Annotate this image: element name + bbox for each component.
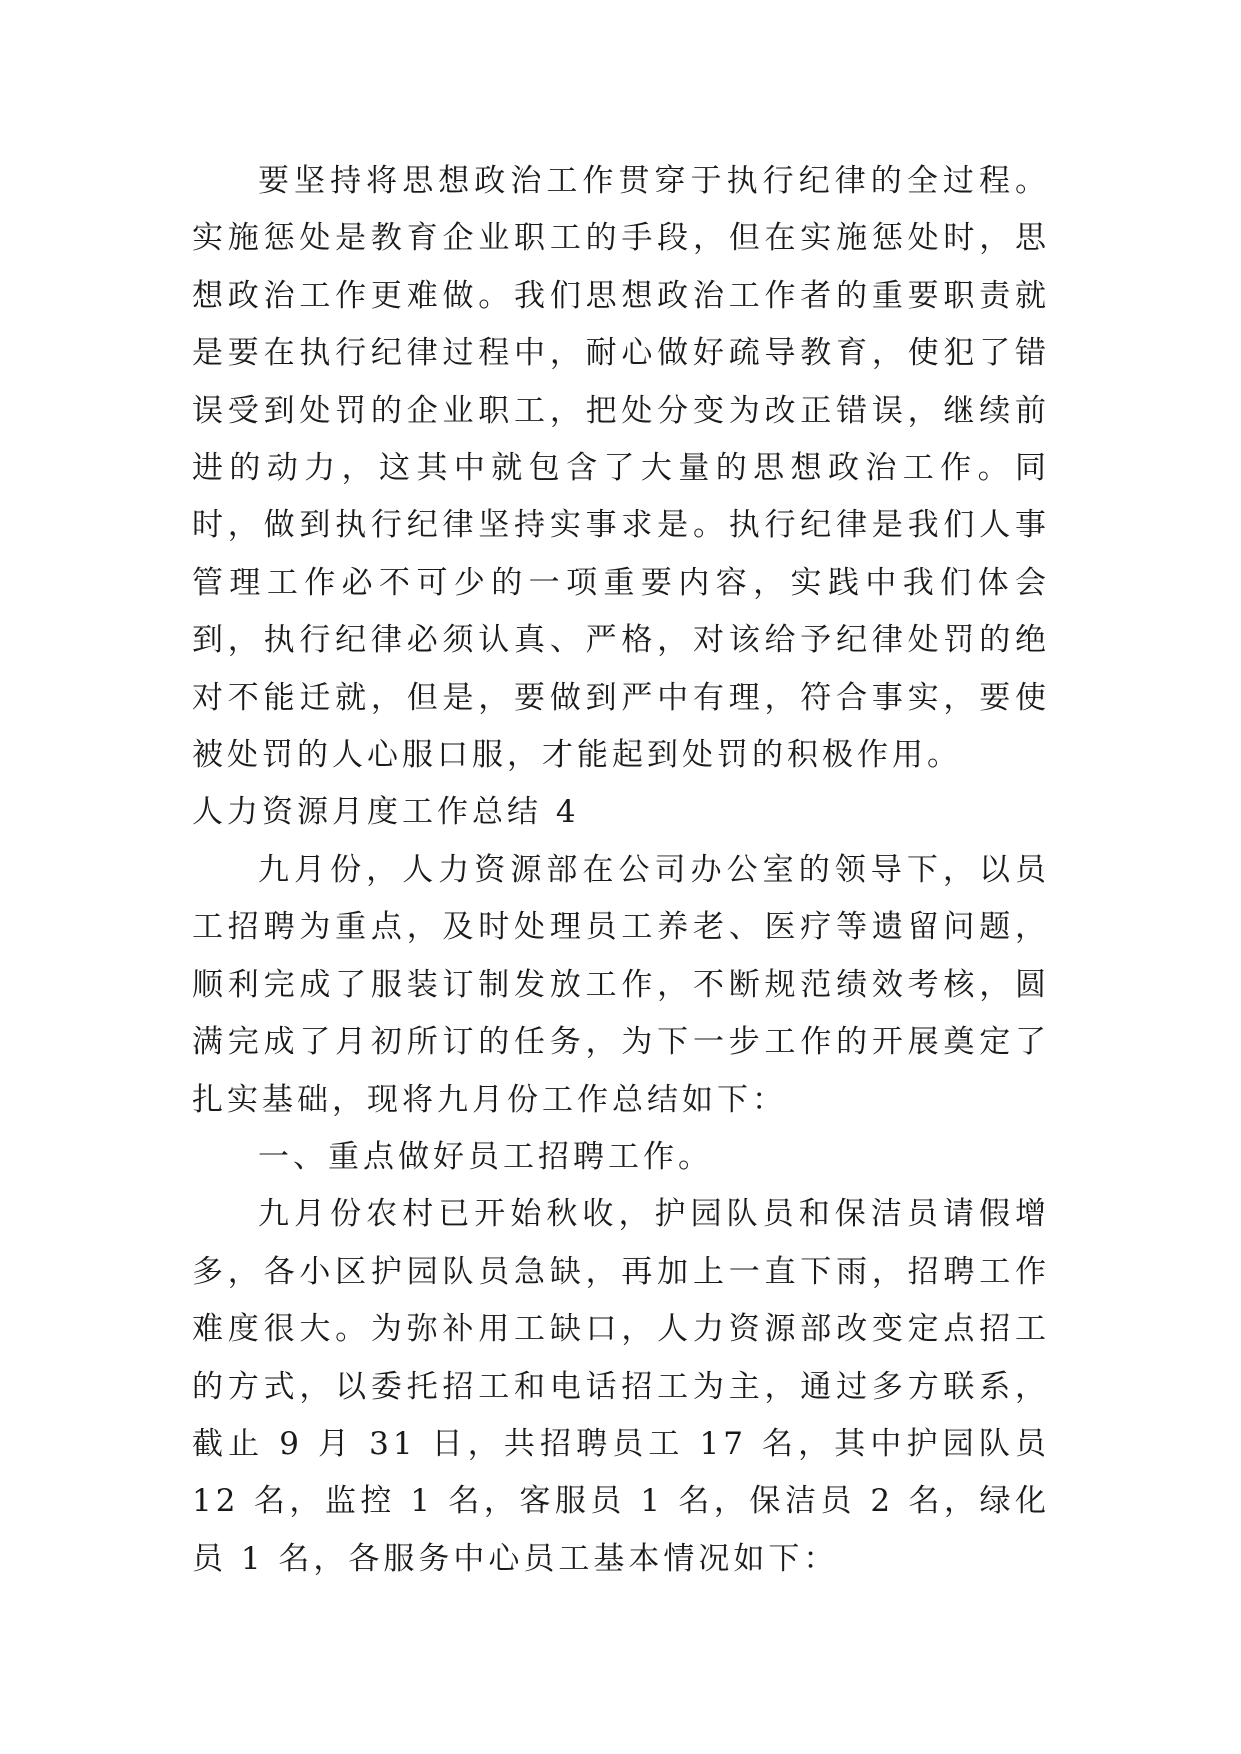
paragraph-september-intro: 九月份，人力资源部在公司办公室的领导下，以员工招聘为重点，及时处理员工养老、医疗等遗留问题，顺利完成了服装订制发放工作，不断规范绩效考核，圆满完成了月初所订的任务，为下一步工作的开展奠定了扎实基础，现将九月份工作总结如下： — [192, 851, 1050, 1118]
summary-heading: 人力资源月度工作总结 4 — [192, 794, 580, 831]
section-title-recruitment: 一、重点做好员工招聘工作。 — [258, 1138, 713, 1175]
paragraph-recruitment: 九月份农村已开始秋收，护园队员和保洁员请假增多，各小区护园队员急缺，再加上一直下雨，招聘工作难度很大。为弥补用工缺口，人力资源部改变定点招工的方式，以委托招工和电话招工为主，通过多方联系，截止 9 月 31 日，共招聘员工 17 名，其中护园队员 12 名，监控 1 名，客服员 1 名，保洁员 2 名，绿化员 1 名，各服务中心员工基本情况如下： — [192, 1196, 1050, 1577]
paragraph-discipline: 要坚持将思想政治工作贯穿于执行纪律的全过程。实施惩处是教育企业职工的手段，但在实施惩处时，思想政治工作更难做。我们思想政治工作者的重要职责就是要在执行纪律过程中，耐心做好疏导教育，使犯了错误受到处罚的企业职工，把处分变为改正错误，继续前进的动力，这其中就包含了大量的思想政治工作。同时，做到执行纪律坚持实事求是。执行纪律是我们人事管理工作必不可少的一项重要内容，实践中我们体会到，执行纪律必须认真、严格，对该给予纪律处罚的绝对不能迁就，但是，要做到严中有理，符合事实，要使被处罚的人心服口服，才能起到处罚的积极作用。 — [192, 163, 1050, 774]
document-page — [192, 153, 1050, 1588]
